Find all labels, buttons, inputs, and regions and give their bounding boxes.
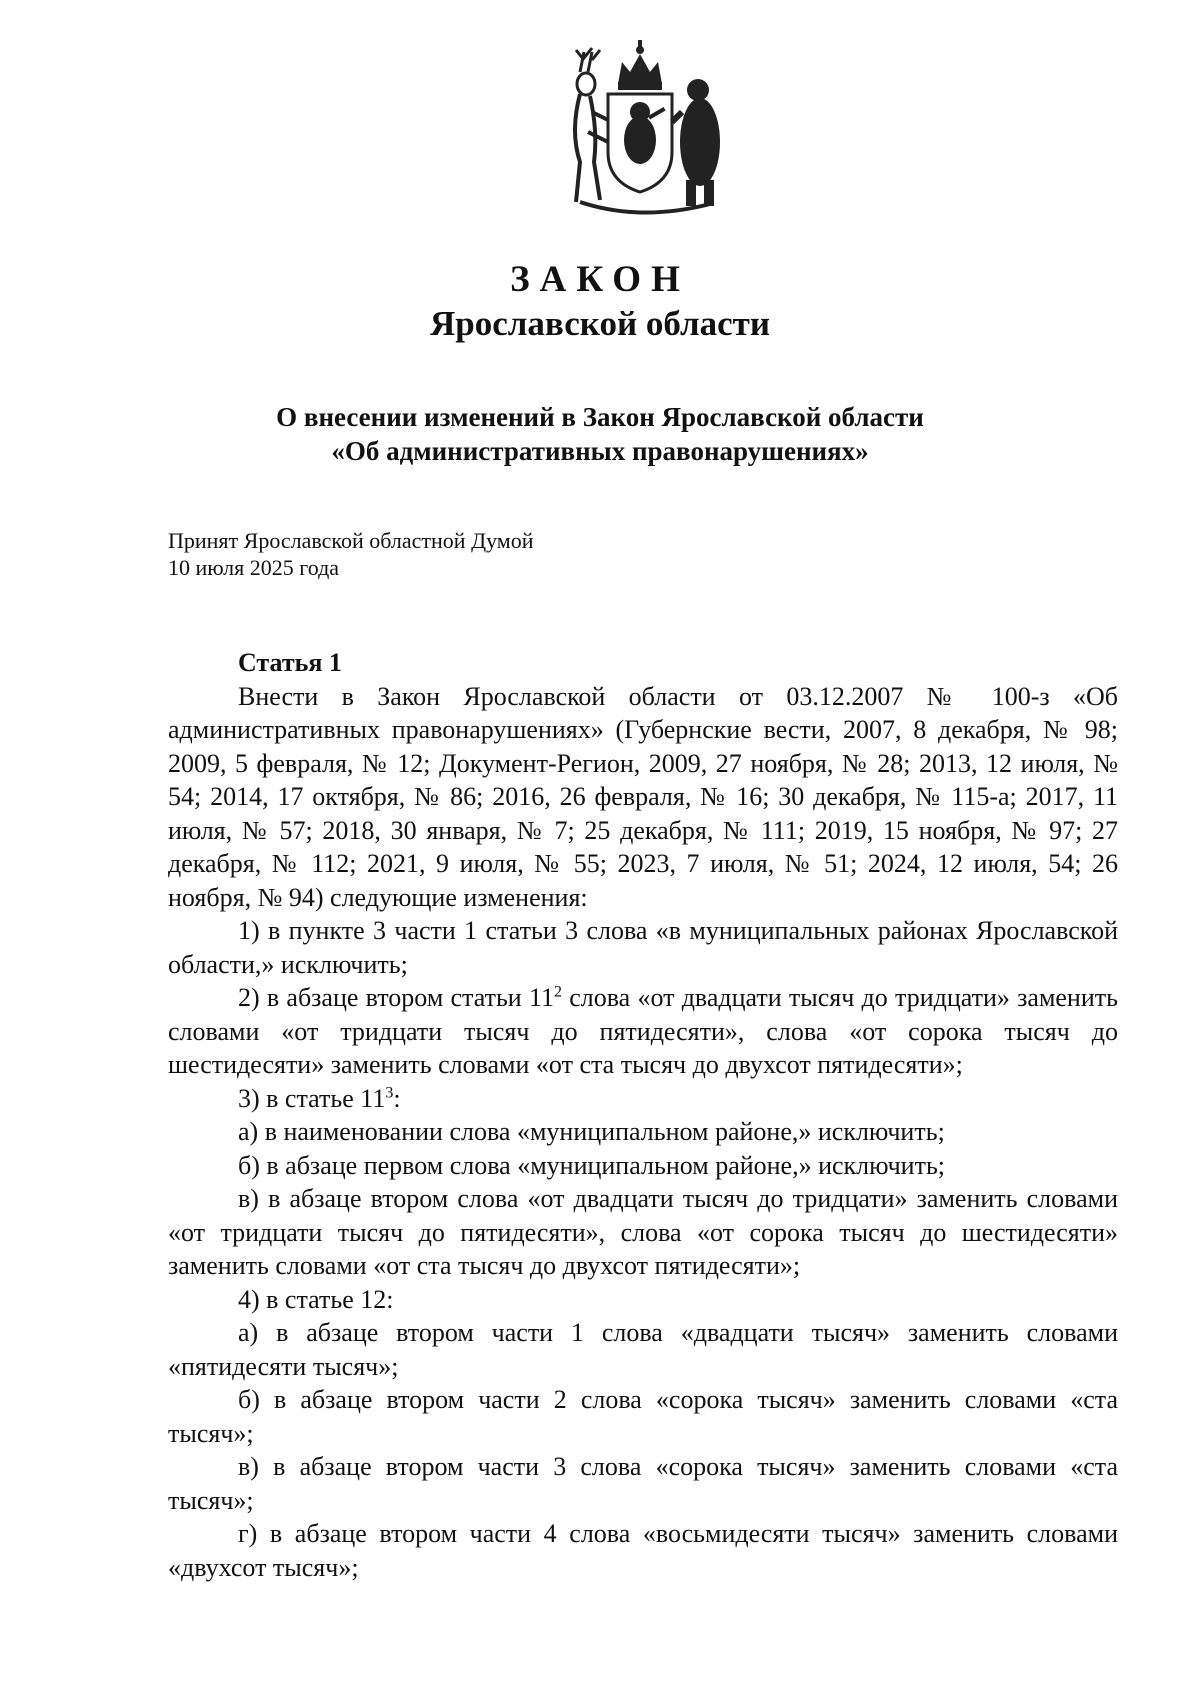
document-subtitle (0, 400, 1200, 468)
subtitle-line-2: «Об административных правонарушениях» (331, 436, 869, 466)
adoption-note (168, 527, 534, 581)
item-3 (168, 1082, 1118, 1116)
item-2-sup: 2 (554, 983, 562, 1001)
item-4c: в) в абзаце втором части 3 слова «сорока тысяч» заменить словами «ста тысяч»; (168, 1452, 1118, 1515)
item-4a: а) в абзаце втором части 1 слова «двадцати тысяч» заменить словами «пятидесяти тысяч»; (168, 1318, 1118, 1381)
adoption-body: Принят Ярославской областной Думой (168, 528, 534, 553)
item-3a: а) в наименовании слова «муниципальном районе,» исключить; (238, 1117, 945, 1146)
subtitle-line-1: О внесении изменений в Закон Ярославской области (276, 402, 924, 432)
item-3-sup: 3 (385, 1083, 394, 1101)
item-4b: б) в абзаце втором части 2 слова «сорока тысяч» заменить словами «ста тысяч»; (168, 1385, 1118, 1448)
item-2 (168, 981, 1118, 1082)
document-region: Ярославской области (429, 304, 771, 343)
article-1 (168, 646, 1118, 1584)
item-3-post: : (393, 1083, 401, 1113)
item-3-pre: 3) в статье 11 (238, 1083, 386, 1113)
item-4d: г) в абзаце втором части 4 слова «восьмидесяти тысяч» заменить словами «двухсот тысяч»; (168, 1519, 1118, 1582)
article-title: Статья 1 (238, 648, 342, 677)
coat-of-arms-icon (540, 32, 740, 222)
item-2-pre: 2) в абзаце втором статьи 11 (238, 983, 554, 1012)
document-heading: ЗАКОН (510, 259, 690, 300)
item-4: 4) в статье 12: (238, 1284, 394, 1314)
item-3b: б) в абзаце первом слова «муниципальном районе,» исключить; (238, 1150, 946, 1180)
article-intro: Внести в Закон Ярославской области от 03.12.2007 № 100-з «Об административных правонарушениях» (Губернские вести, 2007, 8 декабря, № 98; 2009, 5 февраля, № 12; Документ-Регион, 2009, 27 ноября, № 28; 2013, 12 июля, № 54; 2014, 17 октября, № 86; 2016, 26 февраля, № 16; 30 декабря, № 115-а; 2017, 11 июля, № 57; 2018, 30 января, № 7; 25 декабря, № 111; 2019, 15 ноября, № 97; 27 декабря, № 112; 2021, 9 июля, № 55; 2023, 7 июля, № 51; 2024, 12 июля, 54; 26 ноября, № 94) следующие изменения: (168, 681, 1118, 912)
item-3c: в) в абзаце втором слова «от двадцати тысяч до тридцати» заменить словами «от тридцати тысяч до пятидесяти», слова «от сорока тысяч до шестидесяти» заменить словами «от ста тысяч до двухсот пятидесяти»; (168, 1184, 1118, 1280)
adoption-date: 10 июля 2025 года (168, 555, 340, 580)
item-2-post: слова «от двадцати тысяч до тридцати» заменить словами «от тридцати тысяч до пятидесяти», слова «от сорока тысяч до шестидесяти» заменить словами «от ста тысяч до двухсот пятидесяти»; (168, 983, 1118, 1079)
item-1: 1) в пункте 3 части 1 статьи 3 слова «в муниципальных районах Ярославской области,» исключить; (168, 916, 1118, 979)
